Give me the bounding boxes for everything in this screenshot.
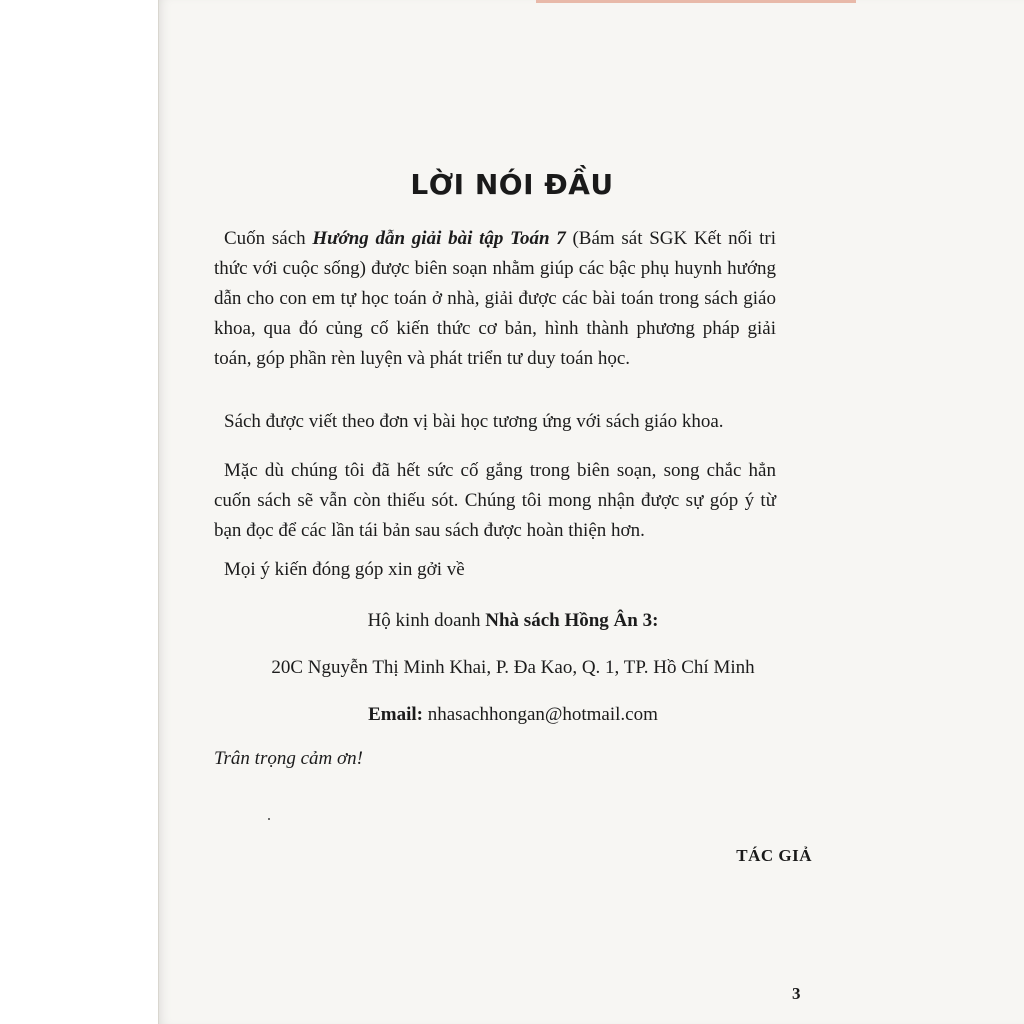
preface-title: LỜI NÓI ĐẦU [410,168,614,201]
business-name: Nhà sách Hồng Ân 3: [485,610,659,631]
book-title: Hướng dẫn giải bài tập Toán 7 [312,228,566,249]
page-edge-accent [536,0,856,3]
intro-lead: Cuốn sách [224,228,313,249]
email-line [214,700,812,730]
business-prefix: Hộ kinh doanh [367,610,486,631]
author-signature: TÁC GIẢ [736,846,812,865]
paragraph-contact-intro: Mọi ý kiến đóng góp xin gởi về [224,559,465,580]
paragraph-feedback: Mặc dù chúng tôi đã hết sức cố gắng trong biên soạn, song chắc hẳn cuốn sách sẽ vẫn còn thiếu sót. Chúng tôi mong nhận được sự góp ý từ bạn đọc để các lần tái bản sau sách được hoàn thiện hơn. [214,460,776,541]
business-address: 20C Nguyễn Thị Minh Khai, P. Đa Kao, Q. 1, TP. Hồ Chí Minh [271,657,755,678]
paragraph-structure: Sách được viết theo đơn vị bài học tương ứng với sách giáo khoa. [224,411,724,432]
paragraph-intro [214,224,776,374]
closing-thanks: Trân trọng cảm ơn! [214,748,363,769]
scan-speck [268,818,270,820]
intro-body: (Bám sát SGK Kết nối tri thức với cuộc sống) được biên soạn nhằm giúp các bậc phụ huynh hướng dẫn cho con em tự học toán ở nhà, giải được các bài toán trong sách giáo khoa, qua đó củng cố kiến thức cơ bản, hình thành phương pháp giải toán, góp phần rèn luyện và phát triển tư duy toán học. [214,228,776,369]
email-label: Email: [368,704,423,725]
page-number: 3 [792,984,801,1003]
email-address: nhasachhongan@hotmail.com [423,704,658,725]
business-line [214,606,812,636]
